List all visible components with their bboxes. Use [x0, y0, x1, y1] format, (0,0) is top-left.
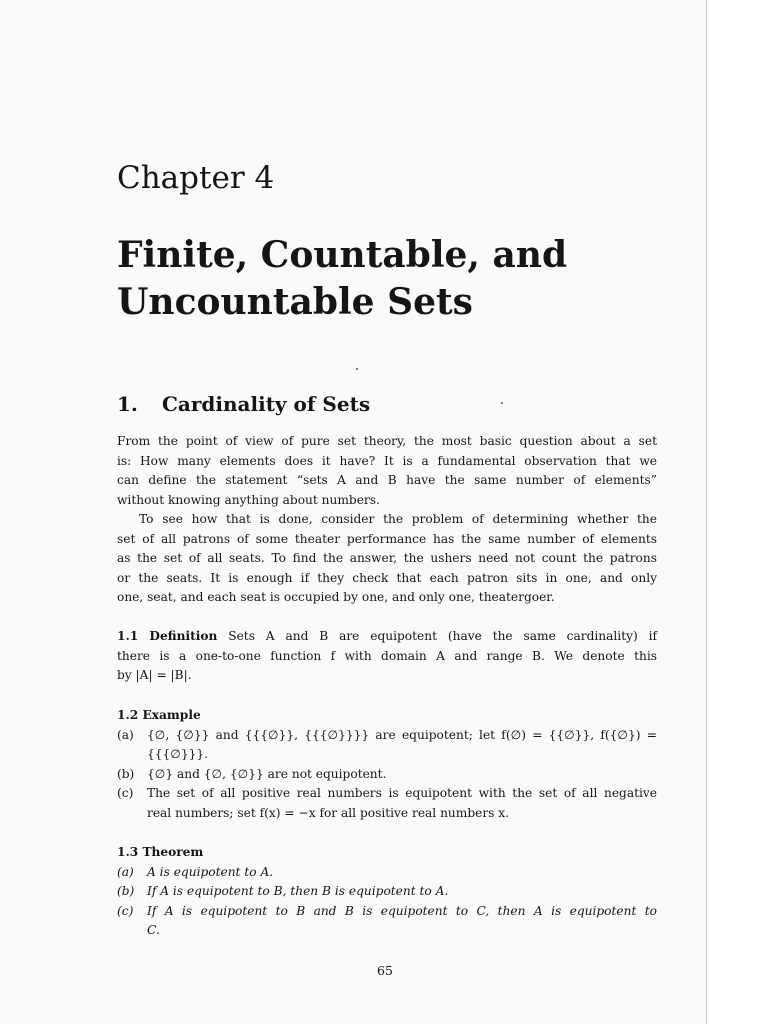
definition-line: there is a one-to-one function f with domain A and range B. We denote this: [117, 648, 657, 663]
item-label: (c): [117, 903, 134, 918]
example-item: [117, 784, 657, 823]
item-label: (b): [117, 884, 135, 898]
theorem-1-3: [117, 843, 657, 941]
intro-paragraph-1: [117, 432, 657, 510]
chapter-title-line: Finite, Countable, and: [117, 234, 568, 276]
scan-speck: [356, 368, 358, 370]
item-line: The set of all positive real numbers is equipotent with the set of all negative: [147, 786, 657, 800]
chapter-label: Chapter 4: [117, 160, 275, 196]
theorem-item: [117, 902, 657, 941]
paragraph-line: as the set of all seats. To find the answer, the ushers need not count the patrons: [117, 551, 657, 565]
chapter-title: [117, 232, 567, 326]
example-heading: 1.2 Example: [117, 708, 201, 722]
theorem-item: [117, 882, 657, 902]
item-line: A is equipotent to A.: [147, 864, 274, 879]
item-label: (b): [117, 766, 135, 781]
scan-speck: [501, 402, 503, 404]
paragraph-line: To see how that is done, consider the problem of determining whether the: [139, 512, 657, 526]
paragraph-line: without knowing anything about numbers.: [117, 492, 380, 507]
section-number: 1.: [117, 392, 138, 416]
definition-line: [117, 627, 657, 647]
item-line: {∅} and {∅, {∅}} are not equipotent.: [147, 766, 387, 781]
section-title: Cardinality of Sets: [162, 392, 371, 416]
item-line: {{{∅}}}.: [147, 747, 209, 761]
chapter-title-line: Uncountable Sets: [117, 281, 473, 323]
paragraph-line: is: How many elements does it have? It is a fundamental observation that we: [117, 453, 657, 468]
paragraph-line: one, seat, and each seat is occupied by one, and only one, theatergoer.: [117, 590, 555, 604]
item-line: {∅, {∅}} and {{{∅}}, {{{∅}}}} are equipotent; let f(∅) = {{∅}}, f({∅}) =: [147, 727, 657, 742]
item-label: (c): [117, 786, 134, 800]
section-heading: [117, 390, 370, 418]
item-line: If A is equipotent to B, then B is equipotent to A.: [147, 884, 449, 898]
page-number: 65: [377, 963, 393, 978]
item-line: If A is equipotent to B and B is equipotent to C, then A is equipotent to: [147, 903, 657, 918]
item-label: (a): [117, 864, 134, 879]
example-item: [117, 765, 657, 785]
paragraph-line: set of all patrons of some theater performance has the same number of elements: [117, 531, 657, 546]
example-item: [117, 726, 657, 765]
theorem-heading: 1.3 Theorem: [117, 845, 204, 859]
theorem-item: [117, 863, 657, 883]
item-label: (a): [117, 727, 134, 742]
paragraph-line: From the point of view of pure set theory, the most basic question about a set: [117, 434, 657, 448]
intro-paragraph-2: [117, 510, 657, 608]
definition-line: by |A| = |B|.: [117, 668, 192, 682]
definition-text: Sets A and B are equipotent (have the same cardinality) if: [228, 629, 657, 643]
paragraph-line: or the seats. It is enough if they check that each patron sits in one, and only: [117, 570, 657, 585]
example-1-2: [117, 706, 657, 823]
item-line: C.: [147, 923, 160, 937]
definition-heading: 1.1 Definition: [117, 629, 218, 643]
paragraph-line: can define the statement “sets A and B have the same number of elements”: [117, 473, 657, 487]
definition-1-1: [117, 627, 657, 686]
item-line: real numbers; set f(x) = −x for all positive real numbers x.: [147, 805, 510, 820]
